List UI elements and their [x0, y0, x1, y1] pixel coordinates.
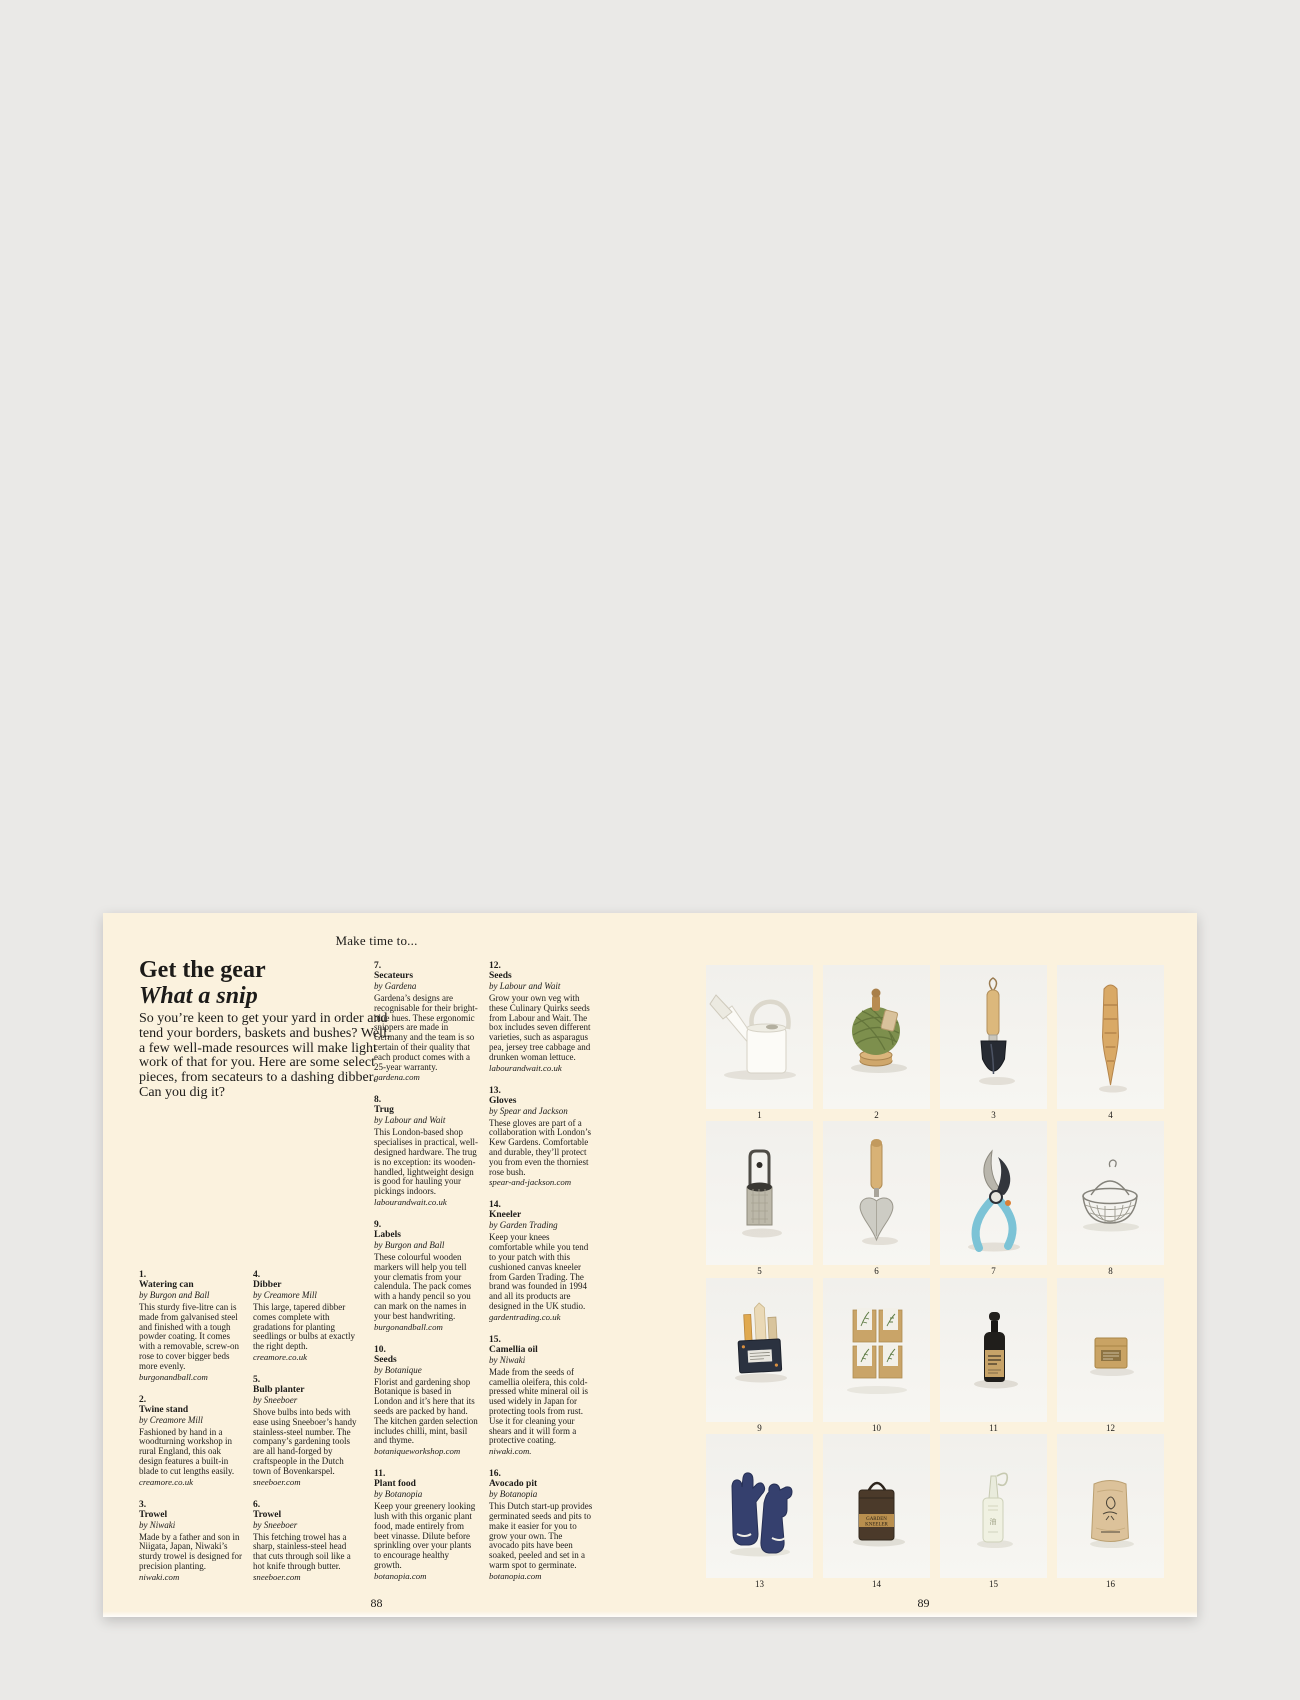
- photo-number: 16: [1106, 1579, 1115, 1589]
- item-name: Trowel: [139, 1509, 168, 1520]
- item-entry-8: [374, 1095, 478, 1207]
- photo-number: 3: [991, 1110, 996, 1120]
- photo-number: 15: [989, 1579, 998, 1589]
- item-name: Seeds: [489, 971, 512, 981]
- title-line: Get the gear: [139, 957, 266, 983]
- item-number: 10.: [374, 1344, 386, 1355]
- item-description: These colourful wooden markers will help you tell your clematis from your calendula. The pack comes with a handy pencil so you can mark on the names in your best handwriting.: [374, 1251, 472, 1321]
- photo-trowel-niwaki: [940, 965, 1047, 1121]
- item-name: Twine stand: [139, 1404, 189, 1415]
- item-entry-13: [489, 1086, 593, 1188]
- item-byline: by Creamore Mill: [253, 1290, 317, 1300]
- photo-plant-food: [940, 1278, 1047, 1434]
- photo-trug: [1057, 1121, 1164, 1277]
- item-byline: by Gardena: [374, 981, 417, 991]
- photo-number: 12: [1106, 1423, 1115, 1433]
- avocado-pit-bag-photo: [1057, 1434, 1164, 1578]
- item-number: 1.: [139, 1270, 147, 1280]
- item-url: creamore.co.uk: [253, 1351, 308, 1362]
- item-number: 16.: [489, 1469, 501, 1480]
- item-description: Florist and gardening shop Botanique is based in London and it’s here that its seeds are packed by hand. The kitchen garden selection includes chilli, mint, basil and thyme.: [374, 1376, 478, 1446]
- item-entry-15: [489, 1335, 593, 1456]
- text-column-3: [374, 961, 478, 1594]
- photo-number: 9: [757, 1423, 762, 1433]
- item-description: This London-based shop specialises in practical, well-designed hardware. The trug is no exception: its wooden-handled, lightweight design is good for hauling your pickings indoors.: [374, 1127, 478, 1197]
- photo-seeds-box: [1057, 1278, 1164, 1434]
- item-number: 2.: [139, 1394, 147, 1405]
- photo-number: 8: [1108, 1266, 1113, 1276]
- photo-twine-stand: [823, 965, 930, 1121]
- item-number: 9.: [374, 1219, 382, 1230]
- oil-label-glyph: 油: [989, 1518, 997, 1526]
- magazine-spread: [103, 913, 1197, 1617]
- item-name: Trowel: [253, 1509, 282, 1520]
- item-description: Keep your greenery looking lush with this organic plant food, made entirely from beet vinasse. Dilute before sprinkling over your plants to encourage healthy growth.: [374, 1501, 476, 1570]
- item-description: Made by a father and son in Niigata, Japan, Niwaki’s sturdy trowel is designed for precision planting.: [139, 1531, 242, 1571]
- item-entry-11: [374, 1469, 478, 1581]
- item-name: Avocado pit: [489, 1479, 538, 1490]
- page-title: [139, 957, 266, 1009]
- item-entry-10: [374, 1345, 478, 1457]
- photo-bulb-planter: [706, 1121, 813, 1277]
- item-name: Dibber: [253, 1280, 282, 1290]
- photo-number: 14: [872, 1579, 881, 1589]
- item-number: 4.: [253, 1270, 261, 1280]
- item-name: Labels: [374, 1229, 401, 1240]
- item-entry-14: [489, 1200, 593, 1321]
- photo-gloves: [706, 1434, 813, 1590]
- item-number: 5.: [253, 1374, 261, 1385]
- item-description: Shove bulbs into beds with ease using Sneeboer’s handy stainless-steel number. The company’s gardening tools are all hand-forged by craftspeople in the Dutch town of Bovenkarspel.: [253, 1406, 357, 1476]
- photo-number: 2: [874, 1110, 879, 1120]
- bulb-planter-photo: [706, 1121, 813, 1265]
- item-url: botanopia.com: [374, 1570, 427, 1581]
- item-number: 6.: [253, 1499, 261, 1510]
- plant-labels-photo: [706, 1278, 813, 1422]
- item-name: Bulb planter: [253, 1384, 305, 1395]
- item-description: Grow your own veg with these Culinary Quirks seeds from Labour and Wait. The box includes seven different varieties, such as asparagus pea, jersey tree cabbage and drunken woman lettuce.: [489, 993, 591, 1062]
- photo-number: 6: [874, 1266, 879, 1276]
- item-entry-6: [253, 1500, 357, 1582]
- item-url: gardena.com: [374, 1072, 420, 1083]
- photo-seed-packets: [823, 1278, 930, 1434]
- item-description: Keep your knees comfortable while you tend to your patch with this cushioned canvas kneeler from Garden Trading. The brand was founded in 1994 and all its products are designed in the UK studio.: [489, 1232, 589, 1311]
- item-byline: by Botanopia: [374, 1489, 423, 1500]
- text-column-2: [253, 1270, 357, 1595]
- item-name: Seeds: [374, 1354, 397, 1365]
- item-name: Trug: [374, 1105, 394, 1116]
- item-byline: by Niwaki: [139, 1519, 176, 1530]
- item-entry-4: [253, 1270, 357, 1362]
- item-byline: by Burgon and Ball: [374, 1239, 445, 1250]
- item-entry-16: [489, 1469, 593, 1581]
- seed-packets-photo: [823, 1278, 930, 1422]
- photo-avocado-pit: [1057, 1434, 1164, 1590]
- photo-watering-can: [706, 965, 813, 1121]
- item-name: Camellia oil: [489, 1344, 538, 1355]
- item-byline: by Labour and Wait: [489, 981, 561, 991]
- item-description: This sturdy five-litre can is made from galvanised steel and finished with a tough powder coating. It comes with a removable, screw-on rose to cover bigger beds more evenly.: [139, 1302, 239, 1371]
- item-url: sneeboer.com: [253, 1476, 301, 1487]
- wire-basket-photo: [1057, 1121, 1164, 1265]
- oil-bottle-photo: [940, 1434, 1047, 1578]
- heart-trowel-photo: [823, 1121, 930, 1265]
- page-bottom-edge: [103, 1611, 1197, 1617]
- item-entry-9: [374, 1220, 478, 1332]
- photo-dibber: [1057, 965, 1164, 1121]
- item-description: These gloves are part of a collaboration with London’s Kew Gardens. Comfortable and durable, they’ll protect you from even the thorniest rose bush.: [489, 1117, 591, 1177]
- item-number: 12.: [489, 961, 501, 971]
- item-url: labourandwait.co.uk: [374, 1196, 447, 1207]
- item-url: labourandwait.co.uk: [489, 1062, 562, 1073]
- dibber-photo: [1057, 965, 1164, 1109]
- photo-number: 1: [757, 1110, 762, 1120]
- photo-camellia-oil: [940, 1434, 1047, 1590]
- photo-number: 10: [872, 1423, 881, 1433]
- item-byline: by Labour and Wait: [374, 1115, 446, 1126]
- item-url: burgonandball.com: [139, 1371, 208, 1382]
- item-entry-1: [139, 1270, 243, 1382]
- subtitle-line: What a snip: [139, 983, 258, 1009]
- item-entry-2: [139, 1395, 243, 1487]
- item-number: 11.: [374, 1469, 386, 1480]
- item-number: 15.: [489, 1334, 501, 1345]
- photo-number: 5: [757, 1266, 762, 1276]
- item-entry-7: [374, 961, 478, 1082]
- item-name: Gloves: [489, 1095, 517, 1106]
- twine-stand-photo: [823, 965, 930, 1109]
- intro-paragraph: So you’re keen to get your yard in order and tend your borders, baskets and bushes? Well, a few well-made resources will make light work of that for you. Here are some select pieces, from secateurs to a dashing dibber. Can you dig it?: [139, 1011, 391, 1100]
- item-number: 8.: [374, 1095, 382, 1106]
- item-number: 7.: [374, 961, 382, 971]
- item-url: botanopia.com: [489, 1570, 542, 1581]
- item-url: niwaki.com.: [489, 1446, 532, 1457]
- photo-number: 11: [989, 1423, 998, 1433]
- photo-number: 7: [991, 1266, 996, 1276]
- item-byline: by Botanique: [374, 1364, 422, 1375]
- item-entry-12: [489, 961, 593, 1073]
- item-name: Kneeler: [489, 1210, 522, 1221]
- item-entry-3: [139, 1500, 243, 1582]
- item-url: burgonandball.com: [374, 1321, 443, 1332]
- page-number-left: 88: [370, 1596, 383, 1610]
- photo-secateurs: [940, 1121, 1047, 1277]
- item-number: 14.: [489, 1200, 501, 1211]
- watering-can-photo: [706, 965, 813, 1109]
- item-byline: by Garden Trading: [489, 1220, 558, 1231]
- item-url: spear-and-jackson.com: [489, 1177, 572, 1188]
- item-byline: by Sneeboer: [253, 1519, 298, 1530]
- item-name: Secateurs: [374, 971, 414, 981]
- kneeler-band-line1: GARDEN: [866, 1517, 887, 1522]
- photo-labels: [706, 1278, 813, 1434]
- item-entry-5: [253, 1375, 357, 1487]
- photo-number: 13: [755, 1579, 764, 1589]
- item-number: 13.: [489, 1085, 501, 1096]
- item-url: gardentrading.co.uk: [489, 1311, 561, 1322]
- item-url: botaniqueworkshop.com: [374, 1446, 461, 1457]
- item-description: This Dutch start-up provides germinated seeds and pits to make it easier for you to grow your own. The avocado pits have been soaked, peeled and set in a warm spot to germinate.: [489, 1501, 593, 1570]
- item-byline: by Sneeboer: [253, 1394, 298, 1405]
- item-name: Plant food: [374, 1479, 416, 1490]
- item-description: Fashioned by hand in a woodturning workshop in rural England, this oak design features a built-in blade to cut lengths easily.: [139, 1426, 235, 1476]
- item-url: sneeboer.com: [253, 1571, 301, 1582]
- photo-trowel-sneeboer: [823, 1121, 930, 1277]
- secateurs-photo: [940, 1121, 1047, 1265]
- photo-kneeler: [823, 1434, 930, 1590]
- text-column-4: [489, 961, 593, 1594]
- photo-number: 4: [1108, 1110, 1113, 1120]
- page-number-right: 89: [917, 1596, 930, 1610]
- item-url: niwaki.com: [139, 1571, 180, 1582]
- item-byline: by Burgon and Ball: [139, 1290, 210, 1300]
- kneeler-band-line2: KNEELER: [865, 1522, 888, 1528]
- text-column-1: [139, 1270, 243, 1595]
- item-byline: by Spear and Jackson: [489, 1105, 568, 1116]
- item-byline: by Niwaki: [489, 1354, 526, 1365]
- item-byline: by Creamore Mill: [139, 1414, 203, 1425]
- item-description: Gardena’s designs are recognisable for their bright-blue hues. These ergonomic snippers are made in Germany and the team is so certain of their quality that each product comes with a 25-year warranty.: [374, 993, 478, 1072]
- gloves-photo: [706, 1434, 813, 1578]
- trowel-photo: [940, 965, 1047, 1109]
- plant-food-bottle-photo: [940, 1278, 1047, 1422]
- running-header: Make time to...: [335, 933, 418, 948]
- item-name: Watering can: [139, 1280, 194, 1290]
- item-byline: by Botanopia: [489, 1489, 538, 1500]
- item-description: Made from the seeds of camellia oleifera, this cold-pressed white mineral oil is used widely in Japan for protecting tools from rust. Use it for cleaning your shears and it will form a protective coating.: [489, 1366, 588, 1446]
- garden-kneeler-photo: [823, 1434, 930, 1578]
- item-description: This large, tapered dibber comes complete with gradations for planting seedlings or bulbs at exactly the right depth.: [253, 1302, 355, 1352]
- item-number: 3.: [139, 1499, 147, 1510]
- item-url: creamore.co.uk: [139, 1476, 194, 1487]
- item-description: This fetching trowel has a sharp, stainless-steel head that cuts through soil like a hot knife through butter.: [253, 1531, 351, 1571]
- seed-box-photo: [1057, 1278, 1164, 1422]
